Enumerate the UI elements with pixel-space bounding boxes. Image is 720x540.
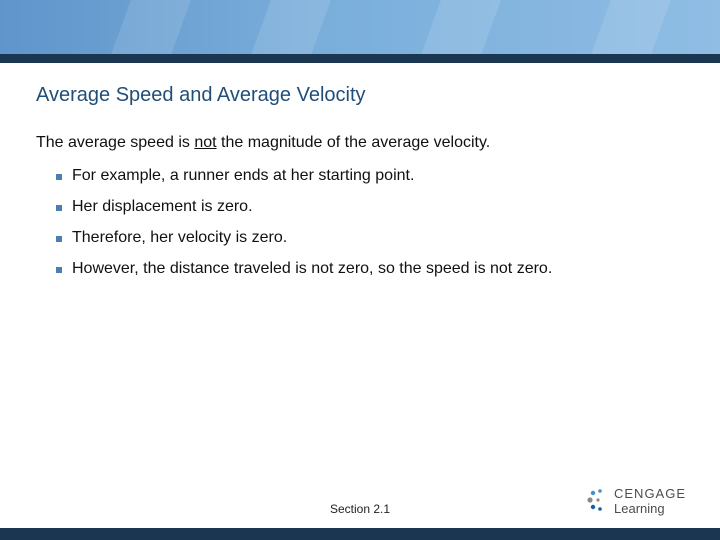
bullet-text: Therefore, her velocity is zero. — [72, 229, 288, 246]
bullet-item — [56, 260, 552, 291]
bullet-item — [56, 229, 552, 260]
bullet-text: Her displacement is zero. — [72, 198, 253, 215]
intro-emphasis: not — [194, 134, 217, 151]
slide-title: Average Speed and Average Velocity — [36, 84, 366, 106]
bullet-square-icon — [56, 205, 62, 211]
banner-stripe — [105, 0, 194, 54]
logo-wordmark: CENGAGE — [614, 486, 687, 501]
bullet-square-icon — [56, 174, 62, 180]
section-label: Section 2.1 — [329, 502, 391, 516]
banner-stripe — [245, 0, 334, 54]
bullet-square-icon — [56, 267, 62, 273]
bullet-text: For example, a runner ends at her starting point. — [72, 167, 415, 184]
bullet-item — [56, 198, 552, 229]
cengage-dots-icon — [584, 487, 610, 513]
intro-text-end: the magnitude of the average velocity. — [216, 134, 491, 151]
banner-stripe — [415, 0, 504, 54]
footer-rule — [0, 528, 720, 540]
intro-sentence — [36, 134, 490, 152]
banner-stripe — [585, 0, 674, 54]
bullet-text: However, the distance traveled is not zero, so the speed is not zero. — [72, 260, 553, 277]
logo-wordmark-sub: Learning — [614, 501, 665, 516]
header-banner — [0, 0, 720, 54]
bullet-list — [56, 167, 552, 291]
bullet-item — [56, 167, 552, 198]
header-rule — [0, 54, 720, 63]
bullet-square-icon — [56, 236, 62, 242]
cengage-logo — [584, 485, 694, 519]
intro-text-start: The average speed is — [36, 134, 195, 151]
